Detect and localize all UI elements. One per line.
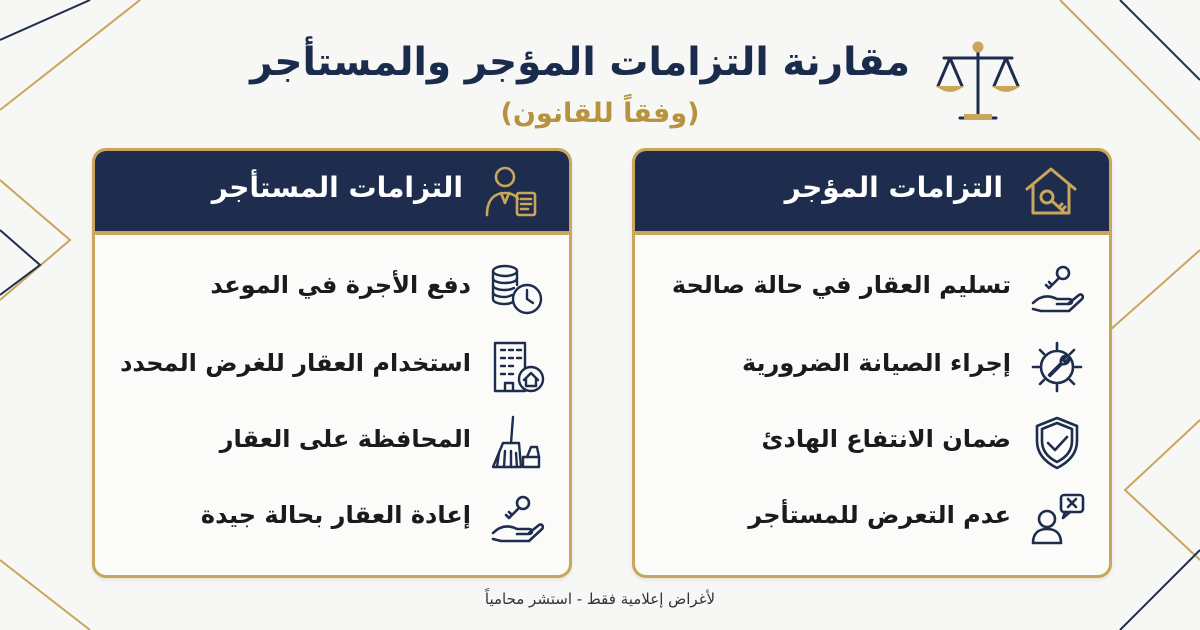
- landlord-card-title: التزامات المؤجر: [784, 171, 1003, 204]
- item-text: ضمان الانتفاع الهادئ: [761, 425, 1011, 453]
- list-item: [117, 489, 547, 549]
- list-item: [117, 259, 547, 319]
- building-icon: [487, 337, 547, 397]
- tenant-card-header: [95, 151, 569, 235]
- header: [0, 18, 1200, 138]
- landlord-card: [632, 148, 1112, 578]
- item-text: عدم التعرض للمستأجر: [748, 501, 1011, 529]
- list-item: [657, 259, 1087, 319]
- tenant-card-title: التزامات المستأجر: [211, 171, 463, 204]
- person-document-icon: [481, 161, 541, 221]
- list-item: [657, 413, 1087, 473]
- hand-key-icon: [1027, 259, 1087, 319]
- disclaimer-note: لأغراض إعلامية فقط - استشر محامياً: [484, 590, 716, 608]
- landlord-card-header: [635, 151, 1109, 235]
- item-text: تسليم العقار في حالة صالحة: [671, 271, 1011, 299]
- item-text: المحافظة على العقار: [219, 425, 471, 453]
- broom-icon: [487, 413, 547, 473]
- item-text: إعادة العقار بحالة جيدة: [200, 501, 471, 529]
- tenant-card: [92, 148, 572, 578]
- item-text: استخدام العقار للغرض المحدد: [120, 349, 471, 377]
- item-text: دفع الأجرة في الموعد: [210, 271, 471, 299]
- list-item: [117, 413, 547, 473]
- shield-check-icon: [1027, 413, 1087, 473]
- hand-key-icon: [487, 489, 547, 549]
- page-subtitle: (وفقاً للقانون): [500, 98, 700, 129]
- gear-wrench-icon: [1027, 337, 1087, 397]
- page-title: مقارنة التزامات المؤجر والمستأجر: [250, 40, 910, 85]
- house-key-icon: [1021, 161, 1081, 221]
- list-item: [117, 337, 547, 397]
- list-item: [657, 337, 1087, 397]
- list-item: [657, 489, 1087, 549]
- coins-clock-icon: [487, 259, 547, 319]
- item-text: إجراء الصيانة الضرورية: [741, 349, 1011, 377]
- person-no-icon: [1027, 489, 1087, 549]
